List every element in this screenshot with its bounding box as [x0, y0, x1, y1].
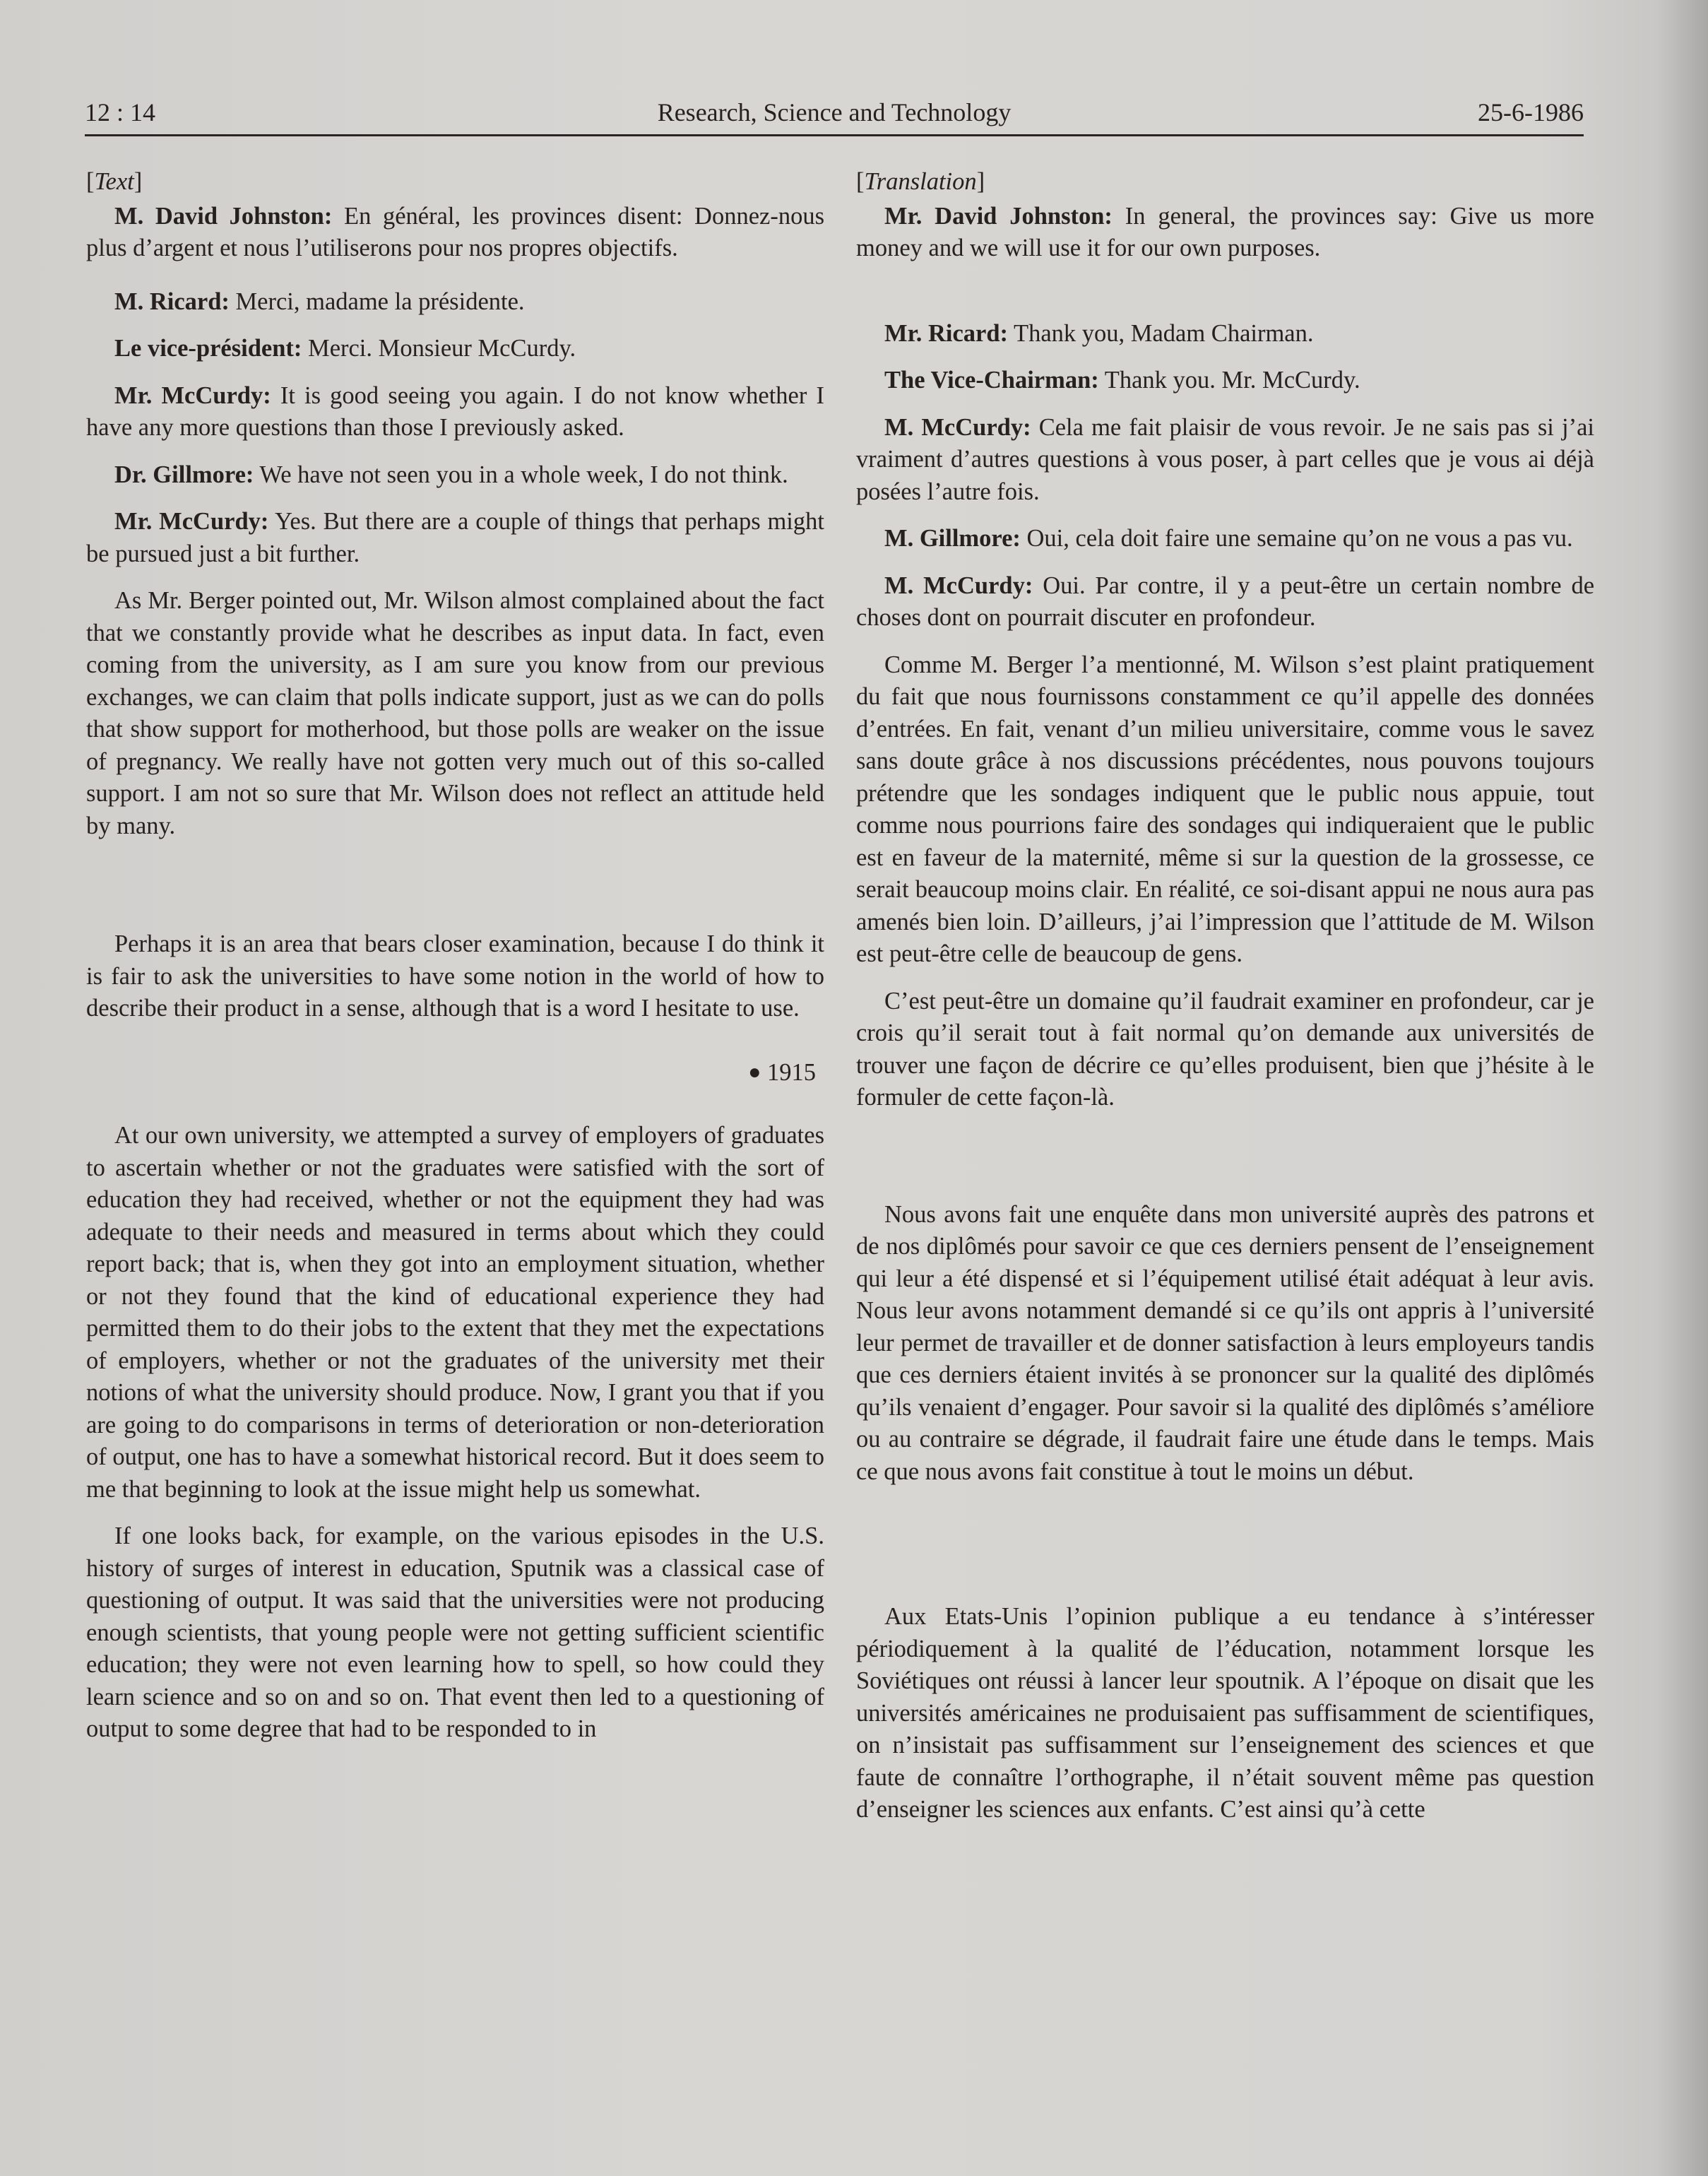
section-label-text: Text	[94, 168, 134, 195]
speech-text: Thank you, Madam Chairman.	[1014, 319, 1314, 347]
page-date: 25-6-1986	[1478, 98, 1584, 126]
exchange-paragraph	[856, 523, 1594, 555]
speech-text: Merci, madame la présidente.	[235, 288, 525, 315]
speaker-name: Dr. Gillmore:	[114, 461, 254, 488]
speech-text: En général, les provinces disent: Donnez-nous plus d’argent et nous l’utiliserons pour nos propres objectifs.	[86, 202, 825, 261]
exchange-paragraph	[86, 459, 824, 492]
exchange-paragraph	[856, 412, 1594, 509]
speaker-name: Mr. David Johnston:	[884, 202, 1113, 230]
time-marker	[86, 1056, 824, 1089]
section-label: [Text]	[86, 168, 143, 195]
exchange-paragraph	[86, 286, 824, 319]
exchange-paragraph	[856, 365, 1594, 397]
body-paragraph: As Mr. Berger pointed out, Mr. Wilson almost complained about the fact that we constantly provide what he describes as input data. In fact, even coming from the university, as I am sure you know from our previous exchanges, we can claim that polls indicate support, just as we can do polls that show support for motherhood, but those polls are weaker on the issue of pregnancy. We really have not gotten very much out of this so-called support. I am not so sure that Mr. Wilson does not reflect an attitude held by many.	[86, 587, 824, 839]
page-header	[85, 92, 1584, 136]
speaker-name: The Vice-Chairman:	[884, 367, 1099, 394]
exchange-paragraph	[856, 201, 1594, 265]
exchange-paragraph	[856, 570, 1594, 634]
speech-text: Merci. Monsieur McCurdy.	[308, 335, 576, 362]
body-paragraph: Nous avons fait une enquête dans mon université auprès des patrons et de nos diplômés pour savoir ce que ces derniers pensent de l’enseignement qui leur a été dispensé et si l’équipement utilisé était adéquat à leur avis. Nous leur avons notamment demandé si ce qu’ils ont appris à l’université leur permet de travailler et de donner satisfaction à leurs employeurs tandis que ces derniers étaient invités à se prononcer sur la qualité des diplômés qu’ils venaient d’engager. Pour savoir si la qualité des diplômés s’améliore ou au contraire se dégrade, il faudrait faire une étude dans le temps. Mais ce que nous avons fait constitue à tout le moins un début.	[856, 1200, 1594, 1485]
speaker-name: M. McCurdy:	[884, 572, 1033, 599]
speaker-name: M. McCurdy:	[884, 413, 1031, 441]
publication-title: Research, Science and Technology	[657, 98, 1012, 126]
speaker-name: M. Ricard:	[114, 288, 230, 315]
exchange-paragraph	[86, 380, 824, 444]
body-paragraph: Perhaps it is an area that bears closer examination, because I do think it is fair to ask the universities to have some notion in the world of how to describe their product in a sense, although that is a word I hesitate to use.	[86, 930, 824, 1022]
right-column	[856, 166, 1594, 1841]
exchange-paragraph	[86, 201, 824, 265]
speech-text: Oui, cela doit faire une semaine qu’on ne vous a pas vu.	[1026, 525, 1573, 552]
page-number: 12 : 14	[85, 98, 156, 126]
body-paragraph: At our own university, we attempted a survey of employers of graduates to ascertain whether or not the graduates were satisfied with the sort of education they had received, whether or not the equipment they had was adequate to their needs and measured in terms about which they could report back; that is, when they got into an employment situation, whether or not they found that the kind of educational experience they had permitted them to do their jobs to the extent that they met the expectations of employers, whether or not the graduates of the university met their notions of what the university should produce. Now, I grant you that if you are going to do comparisons in terms of deterioration or non-deterioration of output, one has to have a somewhat historical record. But it does seem to me that beginning to look at the issue might help us somewhat.	[86, 1122, 824, 1503]
speaker-name: Mr. McCurdy:	[114, 508, 269, 535]
speech-text: Thank you. Mr. McCurdy.	[1104, 367, 1360, 394]
exchange-paragraph	[86, 506, 824, 570]
exchange-paragraph	[86, 333, 824, 365]
speech-text: Cela me fait plaisir de vous revoir. Je ne sais pas si j’ai vraiment d’autres questions à vous poser, à part celles que je vous ai déjà posées l’autre fois.	[856, 413, 1595, 505]
body-paragraph: C’est peut-être un domaine qu’il faudrait examiner en profondeur, car je crois qu’il serait tout à fait normal qu’on demande aux universités de trouver une façon de décrire ce qu’elles produisent, bien que j’hésite à le formuler de cette façon-là.	[856, 987, 1594, 1111]
left-column	[86, 166, 824, 1761]
speech-text: Yes. But there are a couple of things that perhaps might be pursued just a bit further.	[86, 508, 824, 567]
exchange-paragraph	[856, 318, 1594, 350]
speaker-name: Le vice-président:	[114, 335, 302, 362]
speech-text: In general, the provinces say: Give us more money and we will use it for our own purposes.	[856, 202, 1594, 261]
section-label-text: Translation	[864, 168, 977, 195]
bullet-icon: ●	[748, 1060, 761, 1084]
speaker-name: Mr. Ricard:	[884, 319, 1009, 347]
speaker-name: Mr. McCurdy:	[114, 382, 271, 409]
time-marker-value: 1915	[767, 1058, 816, 1086]
body-paragraph: Comme M. Berger l’a mentionné, M. Wilson s’est plaint pratiquement du fait que nous fournissons constamment ce qu’il appelle des données d’entrées. En fait, venant d’un milieu universitaire, comme vous le savez sans doute grâce à nos discussions précédentes, nous pouvons toujours prétendre que les sondages indiquent que le public nous appuie, tout comme nous pourrions faire des sondages qui indiqueraient que le public est en faveur de la maternité, même si sur la question de la grossesse, ce serait beaucoup moins clair. En réalité, ce soi-disant appui ne nous aura pas amenés bien loin. D’ailleurs, j’ai l’impression que l’attitude de M. Wilson est peut-être celle de beaucoup de gens.	[856, 651, 1594, 967]
speech-text: We have not seen you in a whole week, I do not think.	[259, 461, 788, 488]
speech-text: It is good seeing you again. I do not know whether I have any more questions than those I previously asked.	[86, 382, 824, 441]
body-paragraph: Aux Etats-Unis l’opinion publique a eu tendance à s’intéresser périodiquement à la qualité de l’éducation, notamment lorsque les Soviétiques ont réussi à lancer leur spoutnik. A l’époque on disait que les universités américaines ne produisaient pas suffisamment de scientifiques, on n’insistait pas suffisamment sur l’enseignement des sciences et que faute de connaître l’orthographe, il n’était souvent même pas question d’enseigner les sciences aux enfants. C’est ainsi qu’à cette	[856, 1603, 1594, 1823]
section-label: [Translation]	[856, 168, 985, 195]
speaker-name: M. Gillmore:	[884, 525, 1021, 552]
body-paragraph: If one looks back, for example, on the various episodes in the U.S. history of surges of interest in education, Sputnik was a classical case of questioning of output. It was said that the universities were not producing enough scientists, that young people were not getting sufficient scientific education; they were not even learning how to spell, so how could they learn science and so on and so on. That event then led to a questioning of output to some degree that had to be responded to in	[86, 1522, 824, 1742]
speaker-name: M. David Johnston:	[114, 202, 333, 230]
speech-text: Oui. Par contre, il y a peut-être un certain nombre de choses dont on pourrait discuter en profondeur.	[856, 572, 1595, 631]
